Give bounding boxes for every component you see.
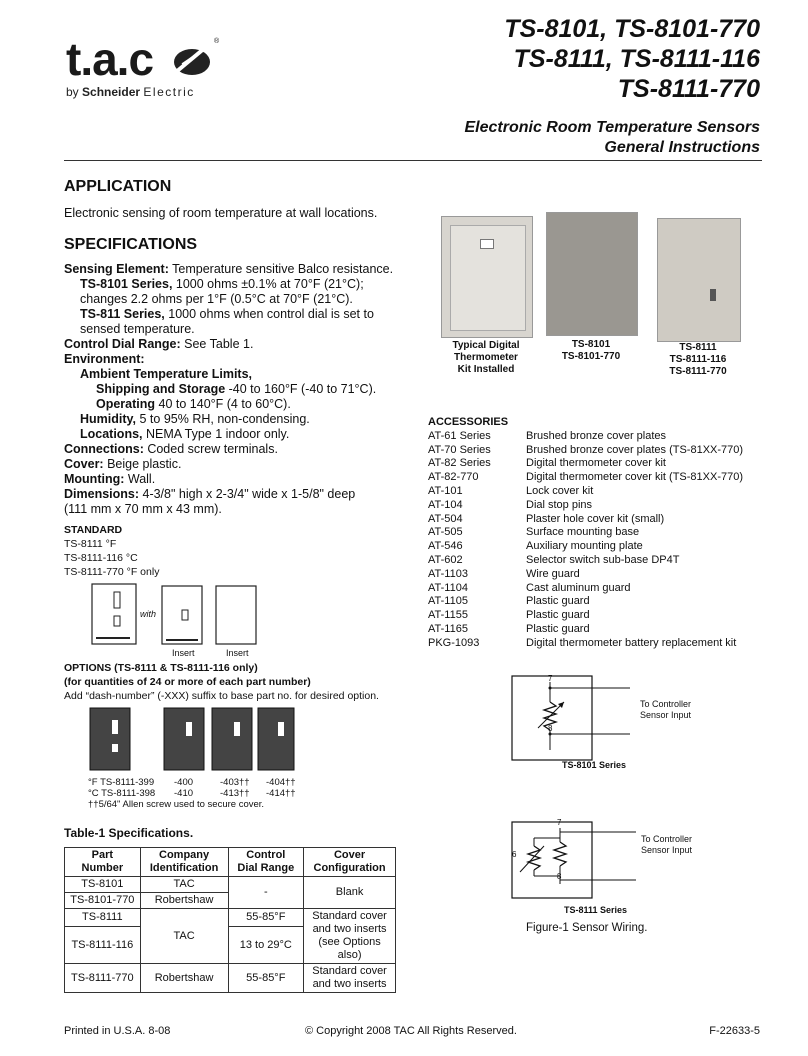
accessory-part: AT-101 (428, 484, 463, 497)
spec-text: sensed temperature. (80, 322, 195, 336)
table-cell: 55-85°F (228, 909, 304, 927)
option-cover-drawing (258, 708, 294, 770)
table-cell: 13 to 29°C (228, 927, 304, 964)
accessory-part: AT-70 Series (428, 443, 491, 456)
spec-line (64, 502, 414, 517)
option-part: °C TS-8111-398 (88, 788, 156, 799)
option-part: -413†† (220, 788, 250, 799)
accessory-row (428, 554, 743, 568)
spec-text: 4-3/8" high x 2-3/4" wide x 1-5/8" deep (139, 487, 356, 501)
with-label: with (140, 609, 157, 619)
accessory-row (428, 526, 743, 540)
caption-line: Thermometer (454, 352, 518, 363)
options-part-numbers (88, 777, 296, 810)
spec-label: Humidity, (80, 412, 137, 426)
spec-text: 1000 ohms when control dial is set to (164, 307, 374, 321)
spec-label: TS-811 Series, (80, 307, 165, 321)
logo-text: t.a.c (66, 33, 154, 85)
table-cell: 55-85°F (228, 964, 304, 993)
standard-item: TS-8111-770 °F only (64, 566, 160, 578)
logo-registered-mark: ® (214, 38, 220, 45)
accessory-description: Auxiliary mounting plate (526, 540, 643, 553)
spec-label: Cover: (64, 457, 104, 471)
option-part: -410 (174, 788, 194, 799)
spec-text: Temperature sensitive Balco resistance. (168, 262, 394, 276)
options-heading: OPTIONS (TS-8111 & TS-8111-116 only) (64, 662, 258, 674)
logo-swoosh-icon (168, 38, 216, 78)
accessory-description: Lock cover kit (526, 484, 594, 497)
table-header: Company Identification (140, 848, 228, 877)
spec-line (64, 337, 414, 352)
accessory-part: AT-1103 (428, 567, 468, 580)
accessory-description: Plaster hole cover kit (small) (526, 512, 665, 525)
table-cell: TAC (140, 909, 228, 964)
ts-8101-photo (546, 212, 638, 336)
footer-document-number: F-22633-5 (709, 1025, 760, 1037)
table-cell: Blank (304, 877, 396, 909)
spec-label: Dimensions: (64, 487, 140, 501)
spec-label: Connections: (64, 442, 144, 456)
accessory-part: AT-104 (428, 498, 463, 511)
table-header: Cover Configuration (304, 848, 396, 877)
ts8101-wiring-diagram (510, 672, 700, 772)
accessory-description: Surface mounting base (526, 526, 640, 539)
table-cell: TS-8101-770 (65, 893, 141, 909)
accessory-description: Digital thermometer cover kit (TS-81XX-770) (526, 471, 744, 484)
accessory-description: Selector switch sub-base DP4T (526, 553, 680, 566)
table-row (65, 964, 396, 993)
logo-tagline (66, 86, 195, 98)
table-cell: - (228, 877, 304, 909)
accessory-part: AT-82 Series (428, 457, 491, 470)
accessory-part: AT-1165 (428, 622, 468, 635)
figure-caption: Figure-1 Sensor Wiring. (526, 922, 648, 934)
table-cell: TS-8101 (65, 877, 141, 893)
table-row (65, 877, 396, 893)
accessory-row (428, 568, 743, 582)
table1-title: Table-1 Specifications. (64, 826, 194, 840)
wiring-caption: TS-8101 Series (562, 760, 627, 770)
insert-label: Insert (172, 648, 195, 658)
standard-item: TS-8111 °F (64, 538, 117, 550)
photo-caption (546, 339, 636, 363)
spec-line (64, 352, 414, 367)
spec-text: (111 mm x 70 mm x 43 mm). (64, 502, 222, 516)
accessory-part: AT-505 (428, 526, 463, 539)
options-covers-illustration (88, 706, 298, 776)
caption-line: TS-8101 (571, 339, 611, 350)
spec-line (64, 457, 414, 472)
title-line: TS-8111, TS-8111-116 (513, 45, 760, 73)
spec-line (64, 427, 414, 442)
spec-line (64, 472, 414, 487)
accessory-row (428, 637, 743, 651)
digital-thermometer-photo (441, 216, 533, 338)
accessory-part: AT-1155 (428, 609, 468, 622)
accessory-row (428, 513, 743, 527)
spec-label: Sensing Element: (64, 262, 169, 276)
accessory-part: AT-82-770 (428, 471, 479, 484)
table-cell: Standard cover and two inserts (see Options also) (304, 909, 396, 964)
option-part: °F TS-8111-399 (88, 777, 155, 788)
table-header-row (65, 848, 396, 877)
options-text: Add “dash-number” (-XXX) suffix to base part no. for desired option. (64, 690, 379, 702)
accessory-description: Plastic guard (526, 595, 590, 608)
table-cell: TS-8111 (65, 909, 141, 927)
accessory-description: Wire guard (526, 567, 580, 580)
title-line: TS-8111-770 (617, 75, 760, 103)
table-cell: TS-8111-116 (65, 927, 141, 964)
subtitle-line: General Instructions (604, 139, 760, 156)
caption-line: TS-8101-770 (561, 351, 621, 362)
table-row (65, 909, 396, 927)
table-header: Control Dial Range (228, 848, 304, 877)
accessory-description: Brushed bronze cover plates (526, 429, 667, 442)
spec-line (64, 382, 414, 397)
terminal-label: 7 (548, 674, 553, 683)
accessory-row (428, 430, 743, 444)
insert-drawing (216, 586, 256, 644)
option-part: -403†† (220, 777, 250, 788)
accessory-description: Digital thermometer cover kit (526, 457, 666, 470)
wiring-target-label: To Controller Sensor Input (641, 834, 693, 855)
caption-line: TS-8111 (679, 342, 717, 353)
accessory-row (428, 540, 743, 554)
spec-text: 1000 ohms ±0.1% at 70°F (21°C); (172, 277, 364, 291)
accessory-part: AT-61 Series (428, 429, 491, 442)
spec-text: 40 to 140°F (4 to 60°C). (155, 397, 291, 411)
header-divider (64, 160, 762, 161)
accessory-description: Brushed bronze cover plates (TS-81XX-770) (526, 443, 744, 456)
spec-label: Mounting: (64, 472, 125, 486)
accessory-row (428, 471, 743, 485)
spec-line (64, 307, 414, 322)
spec-line (64, 397, 414, 412)
table-cell: TAC (140, 877, 228, 893)
accessories-heading: ACCESSORIES (428, 416, 509, 428)
spec-line (64, 292, 414, 307)
specifications-list (64, 262, 414, 517)
specifications-heading: SPECIFICATIONS (64, 236, 198, 253)
accessory-row (428, 623, 743, 637)
accessory-row (428, 444, 743, 458)
accessory-row (428, 595, 743, 609)
subtitle-line: Electronic Room Temperature Sensors (464, 119, 760, 136)
standard-heading: STANDARD (64, 524, 123, 536)
spec-label: Operating (96, 397, 156, 411)
application-heading: APPLICATION (64, 178, 172, 195)
accessory-row (428, 485, 743, 499)
photo-caption (656, 342, 740, 378)
table-cell: TS-8111-770 (65, 964, 141, 993)
option-cover-drawing (90, 708, 130, 770)
wiring-caption: TS-8111 Series (564, 905, 628, 915)
spec-line (64, 487, 414, 502)
spec-text: See Table 1. (180, 337, 254, 351)
terminal-label: 8 (548, 724, 553, 733)
spec-label: Control Dial Range: (64, 337, 181, 351)
spec-text: changes 2.2 ohms per 1°F (0.5°C at 70°F (21°C). (80, 292, 353, 306)
accessory-part: AT-1104 (428, 581, 468, 594)
terminal-label: 6 (512, 850, 517, 859)
caption-line: TS-8111-116 (669, 354, 727, 365)
spec-label: Ambient Temperature Limits, (80, 367, 253, 381)
standard-list (64, 537, 159, 579)
accessory-description: Cast aluminum guard (526, 581, 631, 594)
option-cover-drawing (164, 708, 204, 770)
footer-copyright: © Copyright 2008 TAC All Rights Reserved. (305, 1025, 517, 1037)
table-cell: Robertshaw (140, 893, 228, 909)
spec-label: TS-8101 Series, (80, 277, 173, 291)
accessory-part: PKG-1093 (428, 636, 480, 649)
spec-text: -40 to 160°F (-40 to 71°C). (225, 382, 377, 396)
accessory-description: Dial stop pins (526, 498, 593, 511)
terminal-label: 8 (557, 872, 562, 881)
terminal-label: 7 (557, 818, 562, 827)
ts-8111-photo (657, 218, 741, 342)
ts8111-wiring-diagram (506, 818, 696, 908)
spec-text: Beige plastic. (103, 457, 182, 471)
option-cover-drawing (212, 708, 252, 770)
accessory-row (428, 609, 743, 623)
logo-by: by (66, 85, 79, 99)
option-part: -414†† (266, 788, 296, 799)
table-cell: Robertshaw (140, 964, 228, 993)
footer-printed: Printed in U.S.A. 8-08 (64, 1025, 171, 1037)
accessory-part: AT-504 (428, 512, 463, 525)
table-header: Part Number (65, 848, 141, 877)
logo-electric: Electric (143, 85, 195, 99)
spec-line (64, 277, 414, 292)
accessory-description: Plastic guard (526, 622, 590, 635)
spec-line (64, 262, 414, 277)
specifications-table (64, 847, 396, 993)
document-title (504, 14, 760, 104)
document-subtitle (465, 118, 761, 158)
spec-line (64, 442, 414, 457)
wiring-target-label: To Controller Sensor Input (640, 699, 692, 720)
option-part: -404†† (266, 777, 296, 788)
spec-label: Shipping and Storage (96, 382, 226, 396)
caption-line: TS-8111-770 (669, 366, 727, 377)
spec-line (64, 367, 414, 382)
options-subheading: (for quantities of 24 or more of each part number) (64, 676, 311, 688)
accessory-row (428, 457, 743, 471)
accessory-row (428, 582, 743, 596)
insert-label: Insert (226, 648, 249, 658)
spec-line (64, 322, 414, 337)
accessory-part: AT-1105 (428, 595, 468, 608)
accessory-description: Plastic guard (526, 609, 590, 622)
accessory-description: Digital thermometer battery replacement kit (526, 636, 737, 649)
accessory-row (428, 499, 743, 513)
spec-line (64, 412, 414, 427)
logo-company: Schneider (82, 85, 141, 99)
spec-text: 5 to 95% RH, non-condensing. (136, 412, 310, 426)
spec-text: NEMA Type 1 indoor only. (142, 427, 290, 441)
accessory-part: AT-602 (428, 553, 463, 566)
company-logo (66, 33, 154, 85)
accessory-part: AT-546 (428, 540, 463, 553)
title-line: TS-8101, TS-8101-770 (504, 15, 760, 43)
standard-item: TS-8111-116 °C (64, 552, 138, 564)
spec-label: Locations, (80, 427, 143, 441)
photo-caption (436, 340, 536, 376)
caption-line: Kit Installed (457, 364, 515, 375)
spec-text: Coded screw terminals. (143, 442, 278, 456)
options-note: ††5/64" Allen screw used to secure cover. (88, 799, 265, 810)
spec-text: Wall. (124, 472, 156, 486)
accessories-list (428, 416, 743, 651)
option-part: -400 (174, 777, 194, 788)
spec-label: Environment: (64, 352, 145, 366)
caption-line: Typical Digital (452, 340, 520, 351)
table-cell: Standard cover and two inserts (304, 964, 396, 993)
application-text: Electronic sensing of room temperature at wall locations. (64, 206, 378, 220)
